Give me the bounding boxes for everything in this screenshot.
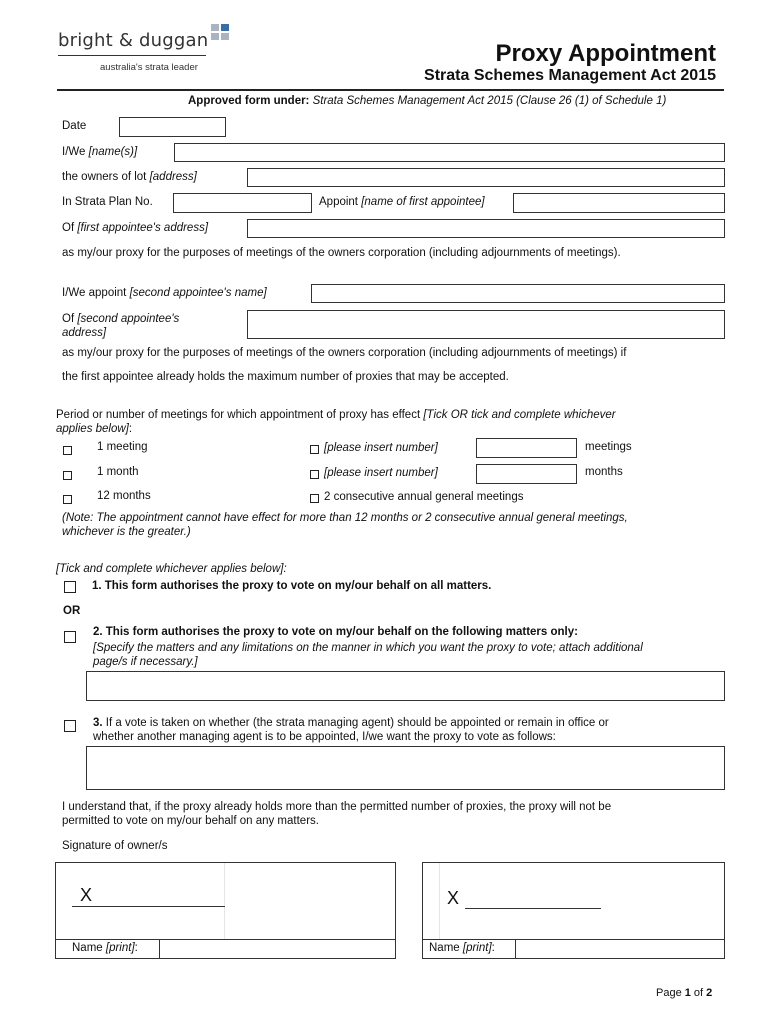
- approved-label: Approved form under:: [188, 95, 310, 107]
- months-unit: months: [585, 466, 623, 478]
- name-label-2-hint: [print]: [462, 942, 492, 954]
- one-month-label: 1 month: [97, 466, 139, 478]
- name-label-1-colon: :: [134, 942, 138, 954]
- first-address-label: [62, 222, 208, 234]
- approved-ref: Strata Schemes Management Act 2015 (Clause 26 (1) of Schedule 1): [312, 95, 667, 107]
- first-address-label-hint: [first appointee's address]: [77, 222, 209, 234]
- second-appointee-field[interactable]: [311, 284, 725, 303]
- one-meeting-checkbox[interactable]: [63, 446, 72, 455]
- second-address-label-hint: [second appointee's: [77, 313, 180, 325]
- signature-box-2-divider: [423, 939, 724, 940]
- one-month-checkbox[interactable]: [63, 471, 72, 480]
- name-box-2-divider: [515, 940, 516, 958]
- name-label-1-hint: [print]: [105, 942, 135, 954]
- understand-line-2: permitted to vote on my/our behalf on any matters.: [62, 815, 319, 827]
- managing-agent-label: [93, 716, 609, 744]
- insert-months-checkbox[interactable]: [310, 470, 319, 479]
- specific-matters-checkbox[interactable]: [64, 631, 76, 643]
- name-label-2-text: Name: [429, 942, 463, 954]
- owners-label-hint: [address]: [149, 171, 197, 183]
- strata-plan-label: In Strata Plan No.: [62, 196, 153, 208]
- owners-label-text: the owners of lot: [62, 171, 150, 183]
- authorise-intro: [Tick and complete whichever applies below]:: [56, 563, 287, 575]
- header-rule: [57, 89, 724, 91]
- page-number-prefix: Page: [656, 987, 685, 999]
- proxy-text-3: the first appointee already holds the maximum number of proxies that may be accepted.: [62, 371, 509, 383]
- period-note-line-1: (Note: The appointment cannot have effect for more than 12 months or 2 consecutive annual general meetings,: [62, 512, 628, 524]
- understand-text: [62, 800, 611, 828]
- logo-name: bright & duggan: [58, 30, 209, 51]
- page-number-total: 2: [706, 987, 713, 999]
- managing-agent-number: 3.: [93, 717, 103, 729]
- name-label-2: [429, 942, 495, 954]
- second-appointee-label: [62, 287, 267, 299]
- period-intro-text: Period or number of meetings for which appointment of proxy has effect: [56, 409, 424, 421]
- strata-plan-field[interactable]: [173, 193, 312, 213]
- managing-agent-line-1: If a vote is taken on whether (the strata managing agent) should be appointed or remain in office or: [102, 717, 609, 729]
- managing-agent-line-2: whether another managing agent is to be appointed, I/we want the proxy to vote as follows:: [93, 731, 556, 743]
- months-number-field[interactable]: [476, 464, 577, 484]
- appoint-label-text: Appoint: [319, 196, 362, 208]
- first-address-field[interactable]: [247, 219, 725, 238]
- one-meeting-label: 1 meeting: [97, 441, 148, 453]
- insert-months-label: [please insert number]: [324, 467, 438, 479]
- signature-box-1-inner-edge: [224, 863, 225, 939]
- specific-matters-note-2: page/s if necessary.]: [93, 656, 198, 668]
- second-address-label-text: Of: [62, 313, 78, 325]
- signature-box-1[interactable]: [55, 862, 396, 959]
- logo-squares-icon: [211, 24, 231, 42]
- signature-line-1: [72, 906, 225, 907]
- iwe-label-text: I/We: [62, 146, 89, 158]
- managing-agent-checkbox[interactable]: [64, 720, 76, 732]
- lot-address-field[interactable]: [247, 168, 725, 187]
- name-label-1-text: Name: [72, 942, 106, 954]
- two-agm-checkbox[interactable]: [310, 494, 319, 503]
- insert-meetings-label: [please insert number]: [324, 442, 438, 454]
- signature-line-2: [465, 908, 601, 909]
- period-note-line-2: whichever is the greater.): [62, 526, 191, 538]
- meetings-number-field[interactable]: [476, 438, 577, 458]
- all-matters-checkbox[interactable]: [64, 581, 76, 593]
- proxy-text-2: as my/our proxy for the purposes of meetings of the owners corporation (including adjournments of meetings) if: [62, 347, 627, 359]
- signature-box-1-divider: [56, 939, 395, 940]
- period-intro-hint-2: applies below]: [56, 423, 129, 435]
- names-field[interactable]: [174, 143, 725, 162]
- second-appointee-label-text: I/We appoint: [62, 287, 130, 299]
- signature-x-1: X: [80, 885, 93, 905]
- name-label-1: [72, 942, 138, 954]
- page-subtitle: Strata Schemes Management Act 2015: [424, 67, 716, 84]
- specific-matters-note-1: [Specify the matters and any limitations on the manner in which you want the proxy to vote; attach additional: [93, 642, 643, 654]
- period-note: [62, 511, 628, 539]
- logo-tagline: australia's strata leader: [100, 62, 198, 73]
- period-intro: [56, 408, 616, 436]
- specific-matters-field[interactable]: [86, 671, 725, 701]
- signature-x-2: X: [447, 888, 460, 908]
- iwe-label: [62, 146, 137, 158]
- insert-meetings-checkbox[interactable]: [310, 445, 319, 454]
- all-matters-label: 1. This form authorises the proxy to vote on my/our behalf on all matters.: [92, 580, 492, 592]
- specific-matters-note: [93, 641, 643, 669]
- meetings-unit: meetings: [585, 441, 632, 453]
- second-address-field[interactable]: [247, 310, 725, 339]
- specific-matters-label: 2. This form authorises the proxy to vote on my/our behalf on the following matters only:: [93, 626, 578, 638]
- page-number-current: 1: [684, 987, 691, 999]
- appoint-label-hint: [name of first appointee]: [361, 196, 485, 208]
- twelve-months-checkbox[interactable]: [63, 495, 72, 504]
- name-box-1-divider: [159, 940, 160, 958]
- page-title: Proxy Appointment: [495, 40, 716, 67]
- owners-label: [62, 171, 197, 183]
- understand-line-1: I understand that, if the proxy already holds more than the permitted number of proxies, the proxy will not be: [62, 801, 612, 813]
- signature-heading: Signature of owner/s: [62, 840, 168, 852]
- signature-box-2[interactable]: [422, 862, 725, 959]
- second-address-label: [62, 312, 179, 340]
- proxy-text-1: as my/our proxy for the purposes of meetings of the owners corporation (including adjournments of meetings).: [62, 247, 621, 259]
- iwe-label-hint: [name(s)]: [88, 146, 138, 158]
- second-appointee-label-hint: [second appointee's name]: [129, 287, 267, 299]
- or-label: OR: [63, 605, 81, 617]
- first-appointee-field[interactable]: [513, 193, 725, 213]
- date-label: Date: [62, 120, 87, 132]
- first-address-label-text: Of: [62, 222, 78, 234]
- period-intro-colon: :: [128, 423, 133, 435]
- two-agm-label: 2 consecutive annual general meetings: [324, 491, 524, 503]
- approved-line: [188, 95, 666, 107]
- page-number: [656, 987, 712, 999]
- managing-agent-field[interactable]: [86, 746, 725, 790]
- second-address-label-hint-2: address]: [62, 327, 107, 339]
- page-number-of: of: [690, 987, 707, 999]
- signature-box-2-inner-edge: [439, 863, 440, 939]
- name-label-2-colon: :: [491, 942, 495, 954]
- logo-underline: [58, 55, 206, 56]
- date-field[interactable]: [119, 117, 226, 137]
- twelve-months-label: 12 months: [97, 490, 151, 502]
- appoint-label: [319, 196, 485, 208]
- period-intro-hint: [Tick OR tick and complete whichever: [423, 409, 616, 421]
